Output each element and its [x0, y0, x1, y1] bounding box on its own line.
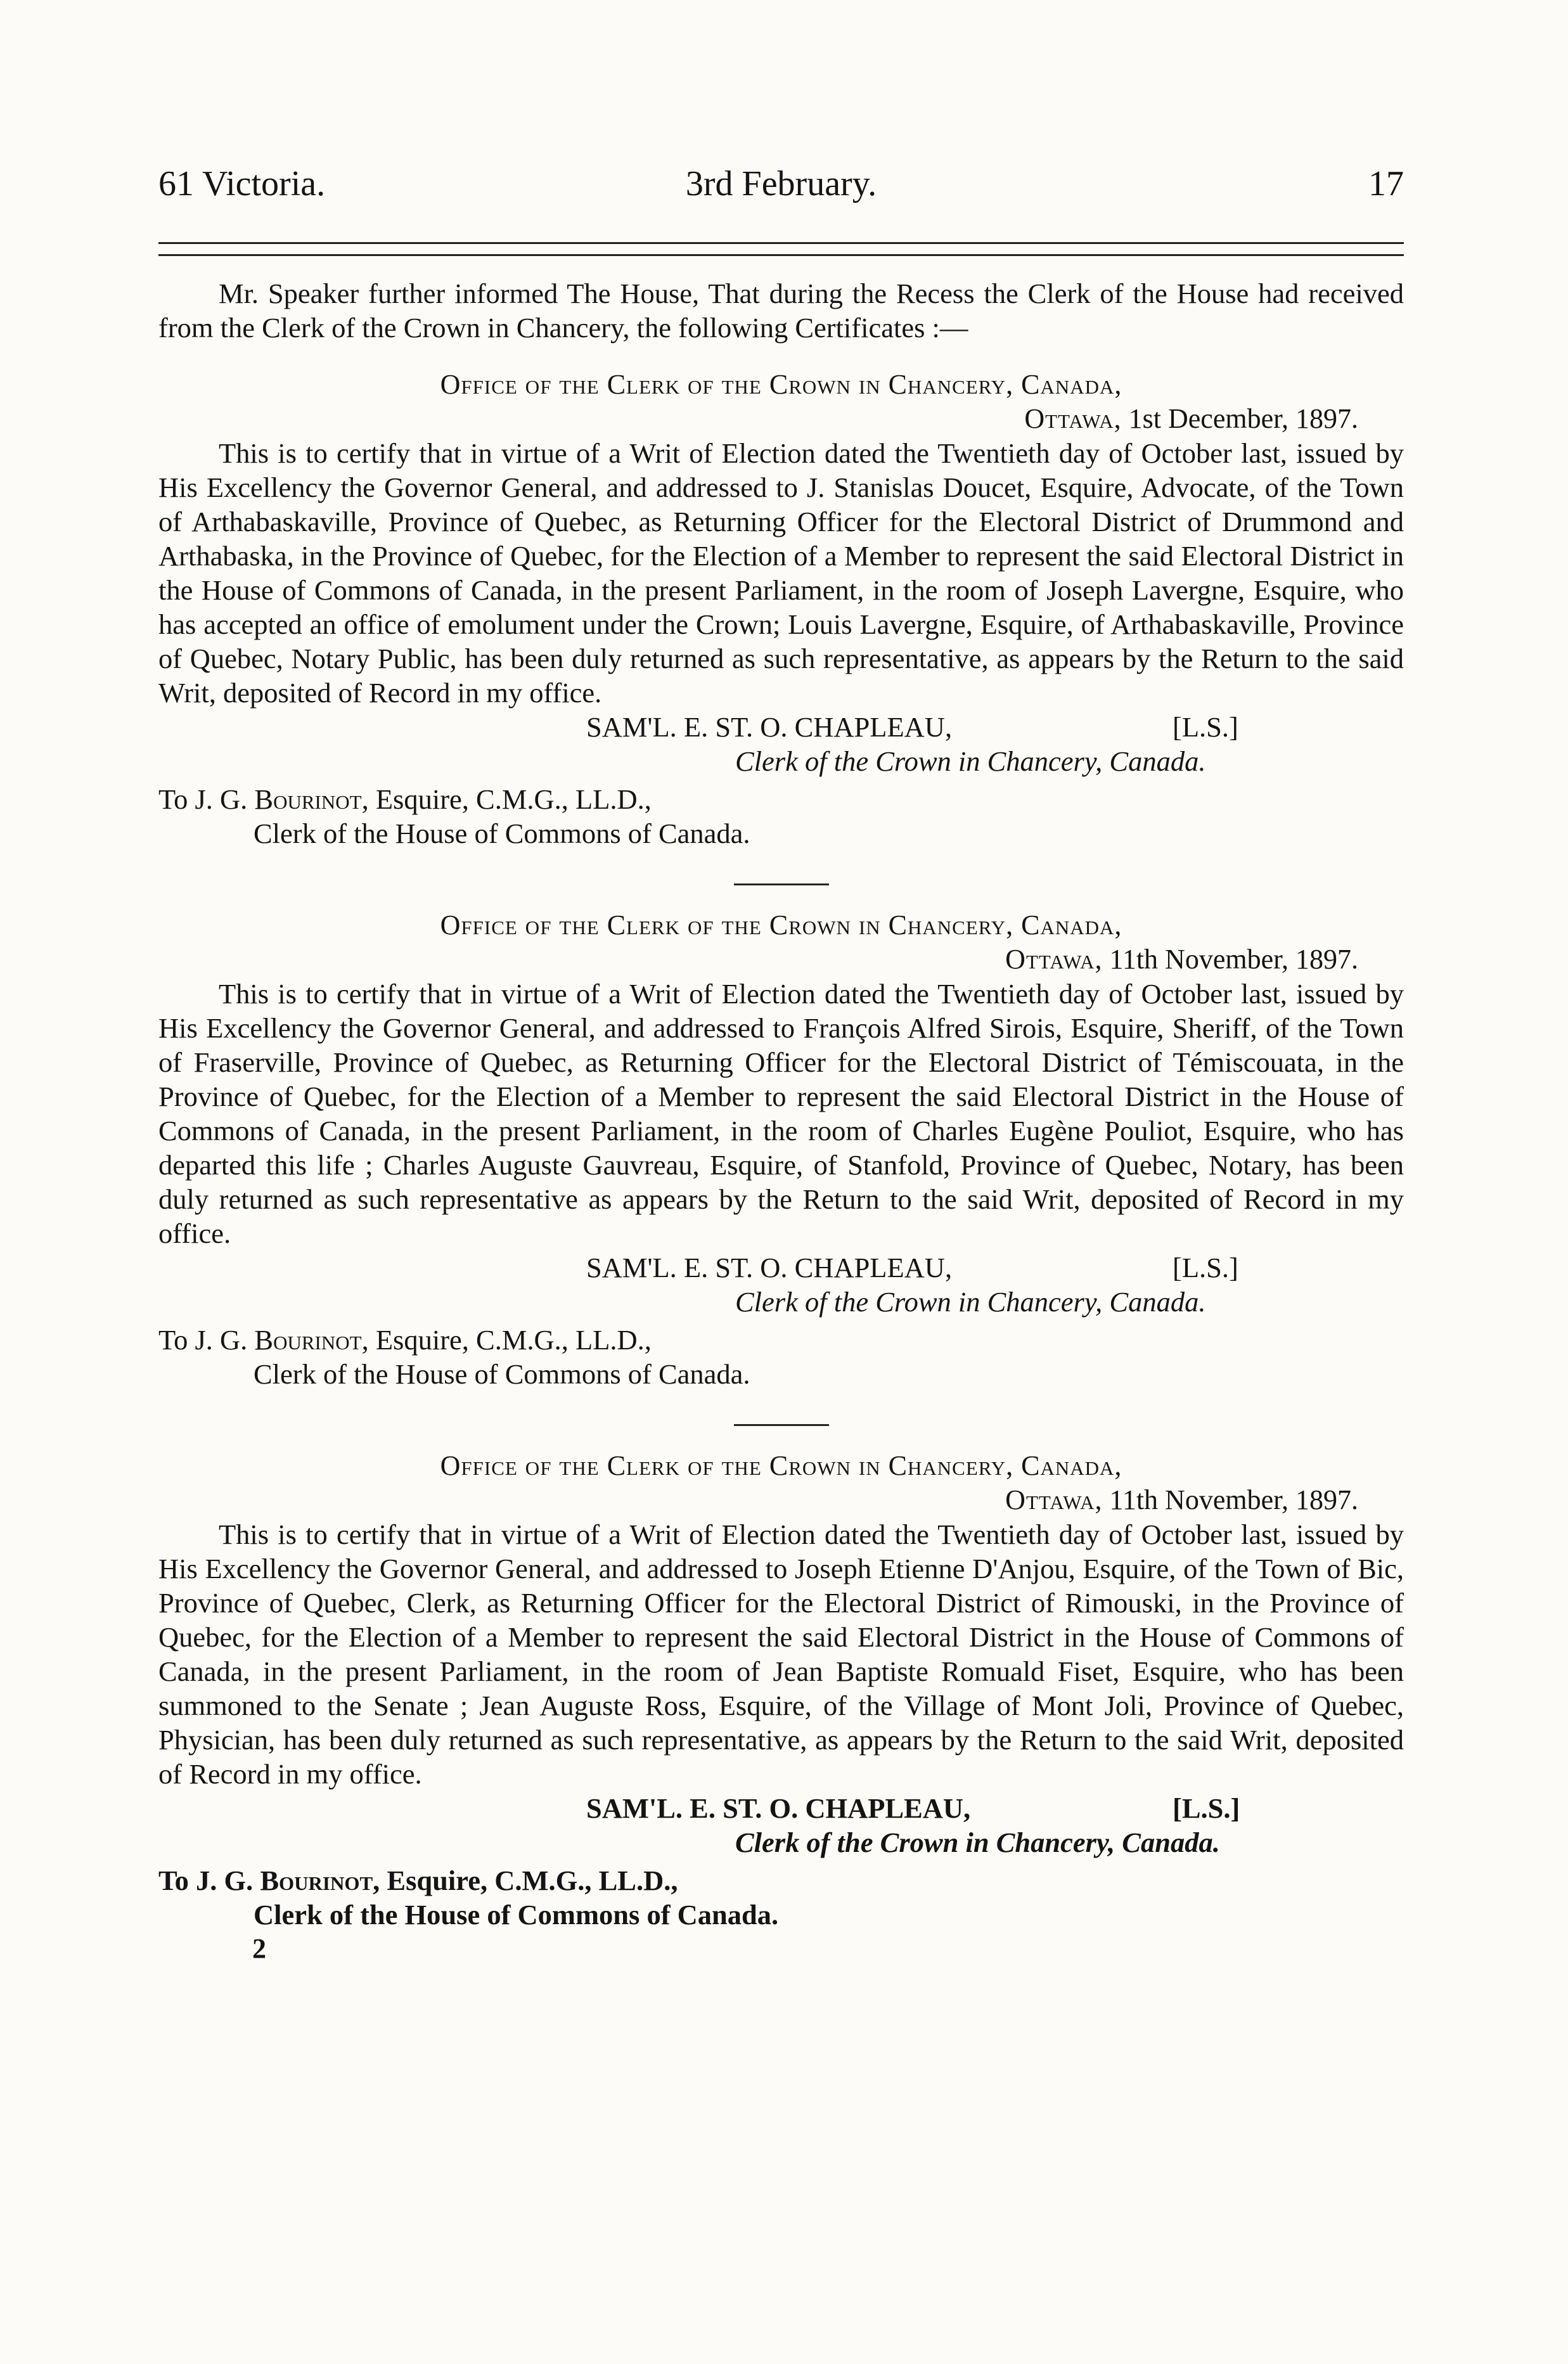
- certificate-text: This is to certify that in virtue of a Writ of Election dated the Twentieth day of October last, issued by His Excellency the Governor General, and addressed to J. Stanislas Doucet, Esquire, Advocate, of the Town of Arthabaskaville, Province of Quebec, as Returning Officer for the Electoral District of Drummond and Arthabaska, in the Province of Quebec, for the Election of a Member to represent the said Electoral District in the House of Commons of Canada, in the present Parliament, in the room of Joseph Lavergne, Esquire, who has accepted an office of emolument under the Crown; Louis Lavergne, Esquire, of Arthabaskaville, Province of Quebec, Notary Public, has been duly returned as such representative, as appears by the Return to the said Writ, deposited of Record in my office.: [158, 437, 1404, 709]
- addressee-line: To J. G. Bourinot, Esquire, C.M.G., LL.D.,: [158, 1865, 678, 1896]
- addressee-block: [158, 1323, 1404, 1391]
- dateline-date: 11th November, 1897.: [1109, 944, 1358, 975]
- dateline: [158, 402, 1404, 436]
- dateline-place: Ottawa,: [1005, 944, 1103, 975]
- addressee-office: Clerk of the House of Commons of Canada.: [254, 1899, 779, 1930]
- dateline-place: Ottawa,: [1005, 1484, 1103, 1515]
- section-divider: [734, 883, 829, 885]
- addressee-surname: Bourinot: [254, 783, 362, 815]
- certificate: [158, 1449, 1404, 1966]
- dateline: [158, 1483, 1404, 1517]
- addressee-line: To J. G. Bourinot, Esquire, C.M.G., LL.D.,: [158, 783, 652, 815]
- addressee-office: Clerk of the House of Commons of Canada.: [254, 818, 750, 849]
- signatory-name: SAM'L. E. ST. O. CHAPLEAU,: [586, 1792, 971, 1824]
- addressee-surname: Bourinot: [260, 1865, 373, 1896]
- seal-mark: [L.S.]: [1173, 1252, 1238, 1283]
- regnal-year: 61 Victoria.: [158, 164, 326, 203]
- dateline-date: 1st December, 1897.: [1128, 403, 1358, 434]
- office-heading: Office of the Clerk of the Crown in Chancery, Canada,: [440, 909, 1122, 941]
- printer-signature-mark: 2: [252, 1933, 266, 1964]
- bold-signature-block: [158, 1791, 1404, 1966]
- signature-line: [158, 1791, 1404, 1825]
- addressee-surname: Bourinot: [254, 1324, 362, 1356]
- certificate: [158, 908, 1404, 1391]
- seal-mark: [L.S.]: [1173, 1792, 1240, 1824]
- signatory-title: Clerk of the Crown in Chancery, Canada.: [735, 1286, 1206, 1318]
- signature-line: [158, 1250, 1404, 1285]
- office-heading: Office of the Clerk of the Crown in Chancery, Canada,: [440, 369, 1122, 400]
- page-number: 17: [1368, 164, 1404, 203]
- signatory-name: SAM'L. E. ST. O. CHAPLEAU,: [586, 711, 953, 743]
- certificate-text: This is to certify that in virtue of a Writ of Election dated the Twentieth day of October last, issued by His Excellency the Governor General, and addressed to Joseph Etienne D'Anjou, Esquire, of the Town of Bic, Province of Quebec, Clerk, as Returning Officer for the Electoral District of Rimouski, in the Province of Quebec, for the Election of a Member to represent the said Electoral District in the House of Commons of Canada, in the present Parliament, in the room of Jean Baptiste Romuald Fiset, Esquire, who has been summoned to the Senate ; Jean Auguste Ross, Esquire, of the Village of Mont Joli, Province of Quebec, Physician, has been duly returned as such representative, as appears by the Return to the said Writ, deposited of Record in my office.: [158, 1519, 1404, 1790]
- certificate-text: This is to certify that in virtue of a Writ of Election dated the Twentieth day of October last, issued by His Excellency the Governor General, and addressed to François Alfred Sirois, Esquire, Sheriff, of the Town of Fraserville, Province of Quebec, as Returning Officer for the Electoral District of Témiscouata, in the Province of Quebec, for the Election of a Member to represent the said Electoral District in the House of Commons of Canada, in the present Parliament, in the room of Charles Eugène Pouliot, Esquire, who has departed this life ; Charles Auguste Gauvreau, Esquire, of Stanfold, Province of Quebec, Notary, has been duly returned as such representative as appears by the Return to the said Writ, deposited of Record in my office.: [158, 978, 1404, 1249]
- journal-page: [158, 158, 1404, 1966]
- signature-line: [158, 710, 1404, 744]
- running-header: [158, 158, 1404, 209]
- office-heading: Office of the Clerk of the Crown in Chancery, Canada,: [440, 1450, 1122, 1481]
- addressee-block: [158, 782, 1404, 851]
- section-divider: [734, 1424, 829, 1426]
- seal-mark: [L.S.]: [1173, 711, 1238, 743]
- addressee-block: [158, 1863, 1404, 1932]
- dateline: [158, 942, 1404, 977]
- header-double-rule: [158, 242, 1404, 256]
- signatory-name: SAM'L. E. ST. O. CHAPLEAU,: [586, 1252, 953, 1283]
- signatory-title: Clerk of the Crown in Chancery, Canada.: [735, 745, 1206, 777]
- signatory-title: Clerk of the Crown in Chancery, Canada.: [735, 1827, 1220, 1858]
- intro-paragraph: Mr. Speaker further informed The House, That during the Recess the Clerk of the House had received from the Clerk of the Crown in Chancery, the following Certificates :—: [158, 278, 1404, 344]
- header-date: 3rd February.: [685, 164, 877, 203]
- dateline-date: 11th November, 1897.: [1109, 1484, 1358, 1515]
- addressee-office: Clerk of the House of Commons of Canada.: [254, 1358, 750, 1390]
- addressee-line: To J. G. Bourinot, Esquire, C.M.G., LL.D.,: [158, 1324, 652, 1356]
- dateline-place: Ottawa,: [1024, 403, 1122, 434]
- certificate: [158, 368, 1404, 851]
